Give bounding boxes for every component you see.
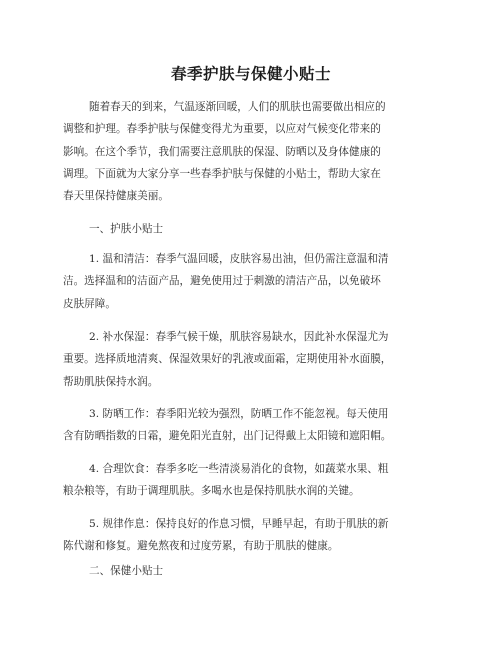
section-heading-health: 二、保健小贴士 bbox=[89, 565, 164, 577]
tip-paragraph-2 bbox=[63, 326, 443, 393]
intro-paragraph bbox=[63, 96, 443, 207]
tip-line: 4. 合理饮食：春季多吃一些清淡易消化的食物，如蔬菜水果、粗 bbox=[89, 463, 389, 475]
intro-line: 调整和护理。春季护肤与保健变得尤为重要，以应对气候变化带来的 bbox=[63, 123, 381, 136]
document-title: 春季护肤与保健小贴士 bbox=[170, 64, 331, 83]
tip-line: 帮助肌肤保持水润。 bbox=[63, 375, 159, 388]
tip-line: 洁。选择温和的洁面产品，避免使用过于刺激的清洁产品，以免破坏 bbox=[63, 275, 381, 288]
tip-line: 2. 补水保湿：春季气候干燥，肌肤容易缺水，因此补水保湿尤为 bbox=[89, 331, 389, 343]
tip-line: 粮杂粮等，有助于调理肌肤。多喝水也是保持肌肤水润的关键。 bbox=[63, 485, 360, 498]
tip-line: 5. 规律作息：保持良好的作息习惯，早睡早起，有助于肌肤的新 bbox=[89, 518, 389, 530]
tip-paragraph-4 bbox=[63, 458, 443, 503]
tip-line: 重要。选择质地清爽、保湿效果好的乳液或面霜，定期使用补水面膜， bbox=[63, 353, 392, 366]
intro-line: 影响。在这个季节，我们需要注意肌肤的保湿、防晒以及身体健康的 bbox=[63, 145, 381, 158]
tip-line: 陈代谢和修复。避免熬夜和过度劳累，有助于肌肤的健康。 bbox=[63, 540, 339, 553]
tip-line: 含有防晒指数的日霜，避免阳光直射，出门记得戴上太阳镜和遮阳帽。 bbox=[63, 430, 392, 443]
tip-paragraph-5 bbox=[63, 513, 443, 558]
section-heading-skincare: 一、护肤小贴士 bbox=[89, 223, 164, 235]
tip-line: 3. 防晒工作：春季阳光较为强烈，防晒工作不能忽视。每天使用 bbox=[89, 408, 389, 420]
tip-paragraph-3 bbox=[63, 403, 443, 448]
tip-paragraph-1 bbox=[63, 248, 443, 315]
tip-line: 皮肤屏障。 bbox=[63, 297, 116, 310]
tip-line: 1. 温和清洁：春季气温回暖，皮肤容易出油，但仍需注意温和清 bbox=[89, 253, 389, 265]
intro-line: 调理。下面就为大家分享一些春季护肤与保健的小贴士，帮助大家在 bbox=[63, 167, 381, 180]
intro-line: 春天里保持健康美丽。 bbox=[63, 190, 169, 203]
intro-line: 随着春天的到来，气温逐渐回暖，人们的肌肤也需要做出相应的 bbox=[89, 101, 386, 113]
